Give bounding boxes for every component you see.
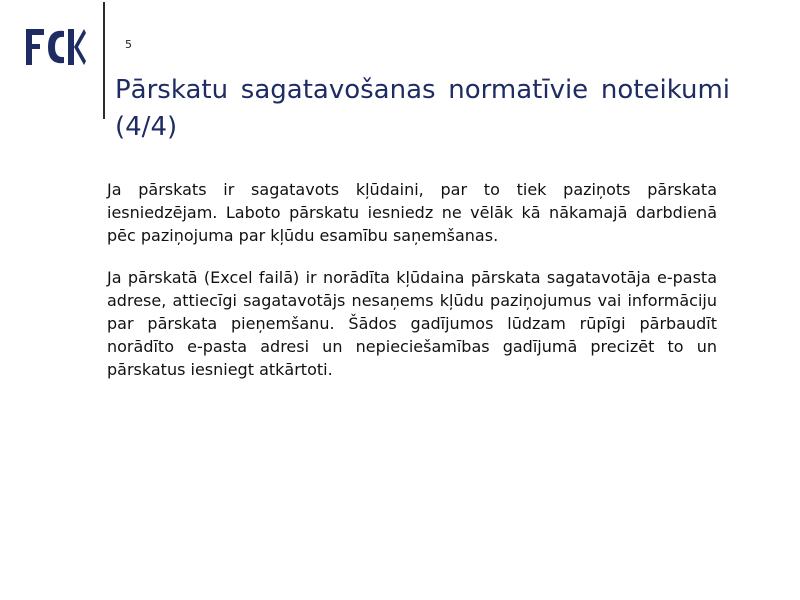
fkk-logo-icon <box>26 27 86 67</box>
header-divider <box>103 2 105 119</box>
slide-body <box>107 178 717 400</box>
body-paragraph: Ja pārskatā (Excel failā) ir norādīta kļūdaina pārskata sagatavotāja e-pasta adrese, attiecīgi sagatavotājs nesaņems kļūdu paziņojumus vai informāciju par pārskata pieņemšanu. Šādos gadījumos lūdzam rūpīgi pārbaudīt norādīto e-pasta adresi un nepieciešamības gadījumā precizēt to un pārskatus iesniegt atkārtoti. <box>107 268 717 379</box>
slide-title: Pārskatu sagatavošanas normatīvie noteikumi (4/4) <box>115 75 730 142</box>
slide-number: 5 <box>125 38 132 51</box>
body-paragraph: Ja pārskats ir sagatavots kļūdaini, par to tiek paziņots pārskata iesniedzējam. Laboto pārskatu iesniedz ne vēlāk kā nākamajā darbdienā pēc paziņojuma par kļūdu esamību saņemšanas. <box>107 180 717 245</box>
